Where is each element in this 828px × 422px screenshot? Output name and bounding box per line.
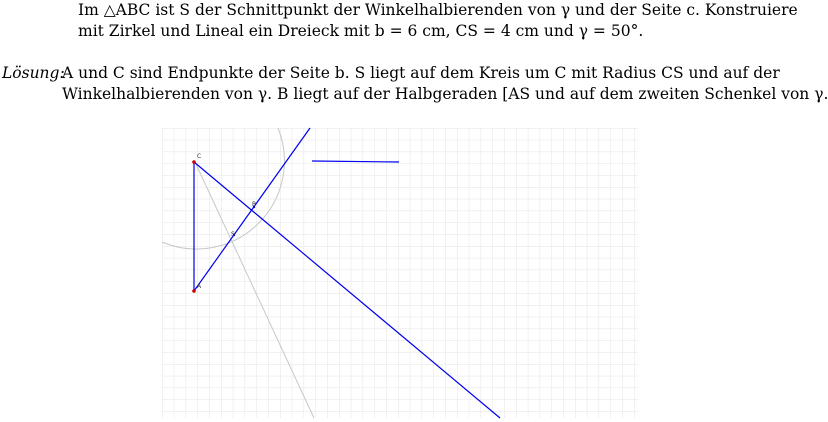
construction-figure xyxy=(162,128,638,418)
label-s: S xyxy=(231,231,235,238)
solution-line-2: Winkelhalbierenden von γ. B liegt auf der Halbgeraden [AS und auf dem zweiten Schenkel von γ. xyxy=(62,85,828,103)
problem-line-1: Im △ABC ist S der Schnittpunkt der Winkelhalbierenden von γ und der Seite c. Konstruiere xyxy=(78,1,798,19)
solution-text xyxy=(62,63,828,105)
construction-svg xyxy=(162,128,638,418)
grid-background xyxy=(162,128,638,418)
solution-line-1: A und C sind Endpunkte der Seite b. S liegt auf dem Kreis um C mit Radius CS und auf der xyxy=(62,64,780,82)
label-a: A xyxy=(197,283,202,290)
solution-label: Lösung: xyxy=(2,64,65,82)
point-c-icon xyxy=(192,160,196,164)
point-a-icon xyxy=(192,289,196,293)
label-b: B xyxy=(252,201,257,208)
problem-statement xyxy=(78,0,798,42)
problem-line-2: mit Zirkel und Lineal ein Dreieck mit b = 6 cm, CS = 4 cm und γ = 50°. xyxy=(78,22,644,40)
label-c: C xyxy=(197,153,202,160)
